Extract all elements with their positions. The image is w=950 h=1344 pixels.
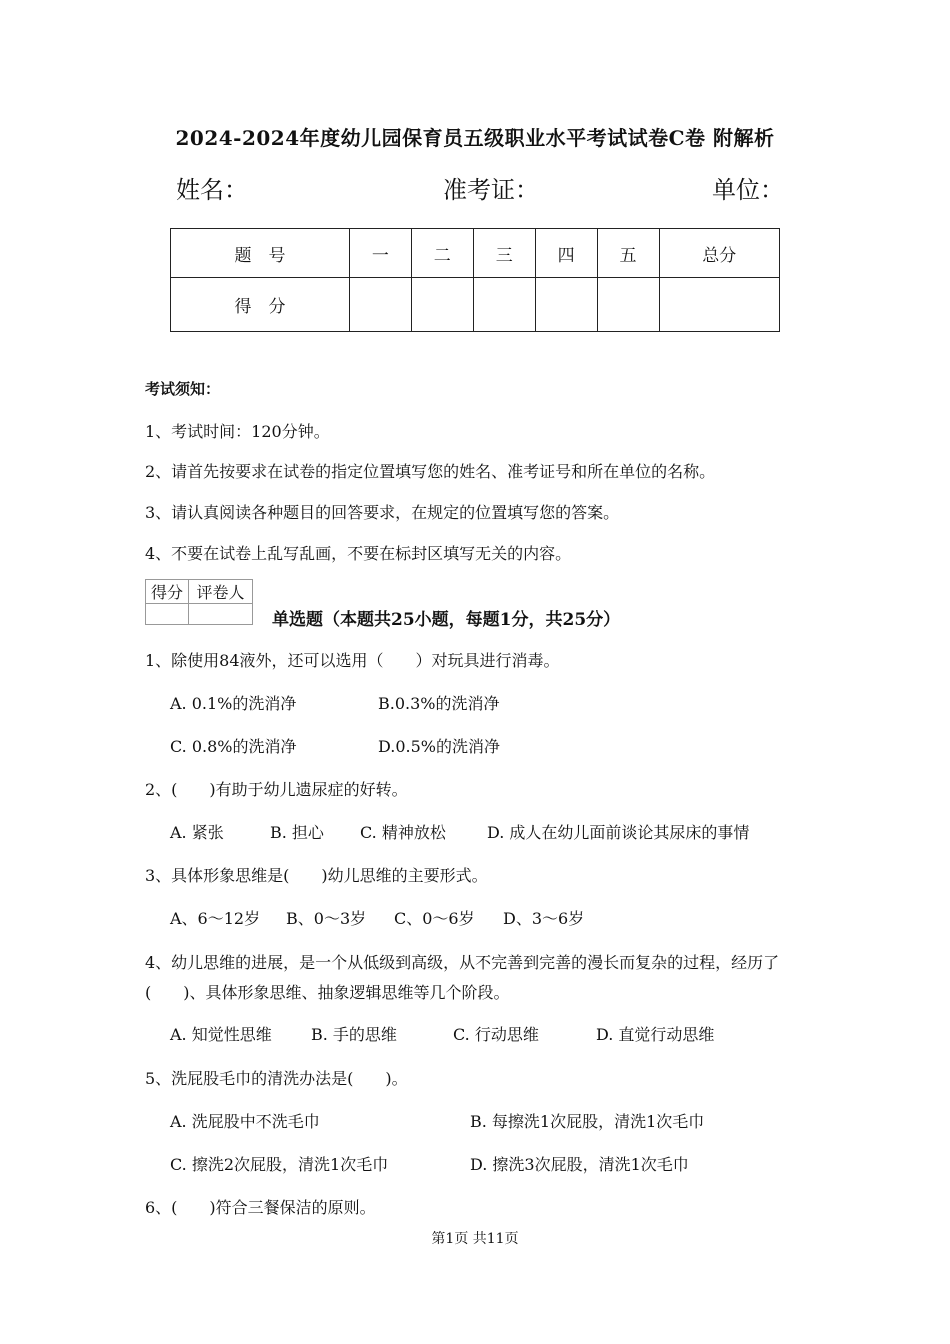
option-d: D. 直觉行动思维 (596, 1025, 715, 1044)
score-cell[interactable] (473, 278, 535, 332)
question-stem: 1、除使用84液外，还可以选用（ ）对玩具进行消毒。 (145, 651, 560, 670)
score-table (170, 228, 780, 332)
score-cell[interactable] (597, 278, 659, 332)
option-b: B. 手的思维 (311, 1025, 397, 1044)
option-a: A. 0.1%的洗消净 (170, 694, 297, 713)
notice-item: 2、请首先按要求在试卷的指定位置填写您的姓名、准考证号和所在单位的名称。 (145, 462, 716, 481)
score-row-label: 得 分 (171, 278, 350, 332)
option-b: B. 每擦洗1次屁股，清洗1次毛巾 (470, 1112, 705, 1131)
page-number-footer: 第1页 共11页 (431, 1231, 519, 1247)
option-c: C. 精神放松 (360, 823, 446, 842)
score-cell[interactable] (411, 278, 473, 332)
option-c: C. 0.8%的洗消净 (170, 737, 297, 756)
header-cell: 题 号 (171, 229, 350, 278)
header-cell: 三 (473, 229, 535, 278)
notice-item: 1、考试时间：120分钟。 (145, 422, 330, 441)
option-a: A. 紧张 (170, 823, 224, 842)
option-d: D、3～6岁 (503, 909, 585, 928)
question-stem: 6、( )符合三餐保洁的原则。 (145, 1198, 376, 1217)
question-stem-continued: ( )、具体形象思维、抽象逻辑思维等几个阶段。 (145, 983, 510, 1002)
question-stem: 3、具体形象思维是( )幼儿思维的主要形式。 (145, 866, 488, 885)
grader-score-cell[interactable] (146, 604, 189, 625)
header-cell: 五 (597, 229, 659, 278)
question-stem: 5、洗屁股毛巾的清洗办法是( )。 (145, 1069, 408, 1088)
option-b: B. 担心 (270, 823, 324, 842)
option-b: B.0.3%的洗消净 (378, 694, 500, 713)
header-cell: 二 (411, 229, 473, 278)
option-a: A. 知觉性思维 (170, 1025, 272, 1044)
grader-score-label: 得分 (146, 580, 189, 604)
header-cell: 四 (535, 229, 597, 278)
unit-label: 单位： (712, 176, 784, 204)
grader-table (145, 579, 253, 625)
notice-item: 3、请认真阅读各种题目的回答要求，在规定的位置填写您的答案。 (145, 503, 620, 522)
option-c: C、0～6岁 (394, 909, 475, 928)
grader-name-cell[interactable] (189, 604, 253, 625)
option-d: D. 成人在幼儿面前谈论其尿床的事情 (487, 823, 750, 842)
option-d: D. 擦洗3次屁股，清洗1次毛巾 (470, 1155, 689, 1174)
name-label: 姓名： (176, 176, 248, 204)
option-c: C. 擦洗2次屁股，清洗1次毛巾 (170, 1155, 389, 1174)
score-table-header-row (171, 229, 780, 278)
score-table-score-row (171, 278, 780, 332)
score-cell[interactable] (659, 278, 779, 332)
option-d: D.0.5%的洗消净 (378, 737, 500, 756)
option-c: C. 行动思维 (453, 1025, 539, 1044)
header-cell: 一 (349, 229, 411, 278)
question-stem: 2、( )有助于幼儿遗尿症的好转。 (145, 780, 408, 799)
page-title: 2024-2024年度幼儿园保育员五级职业水平考试试卷C卷 附解析 (175, 126, 775, 150)
option-a: A. 洗屁股中不洗毛巾 (170, 1112, 320, 1131)
notice-heading: 考试须知： (145, 380, 221, 398)
grader-name-label: 评卷人 (189, 580, 253, 604)
header-cell: 总分 (659, 229, 779, 278)
option-a: A、6～12岁 (170, 909, 261, 928)
question-stem: 4、幼儿思维的进展，是一个从低级到高级，从不完善到完善的漫长而复杂的过程，经历了 (145, 953, 780, 972)
section-title: 单选题（本题共25小题，每题1分，共25分） (272, 610, 621, 630)
exam-id-label: 准考证： (443, 176, 539, 204)
score-cell[interactable] (535, 278, 597, 332)
option-b: B、0～3岁 (286, 909, 367, 928)
score-cell[interactable] (349, 278, 411, 332)
notice-item: 4、不要在试卷上乱写乱画，不要在标封区填写无关的内容。 (145, 544, 572, 563)
